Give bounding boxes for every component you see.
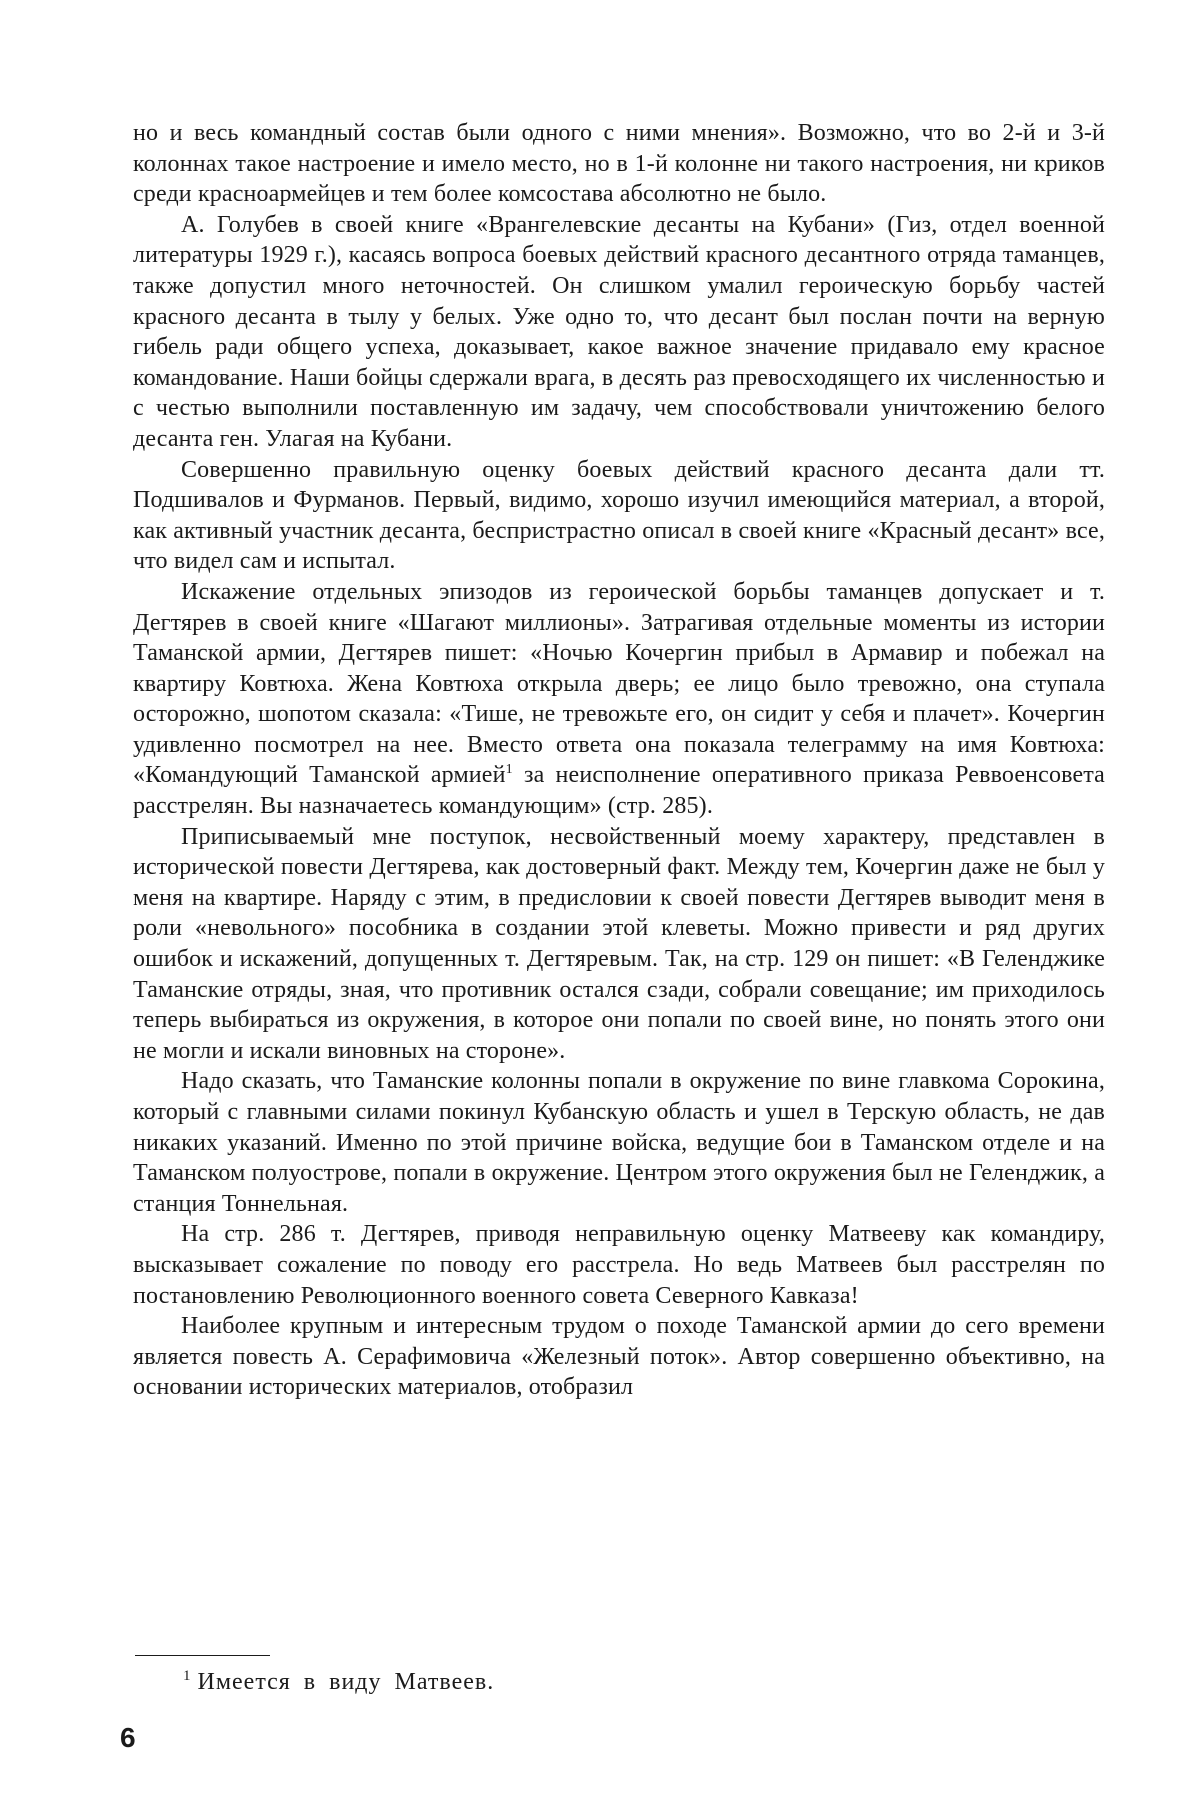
- paragraph-attributed-act: Приписываемый мне поступок, несвойственный моему характеру, представлен в исторической повести Дегтярева, как достоверный факт. Между тем, Кочергин даже не был у меня на квартире. Наряду с этим, в предисловии к своей повести Дегтярев выводит меня в роли «невольного» пособника в создании этой клеветы. Можно привести и ряд других ошибок и искажений, допущенных т. Дегтяревым. Так, на стр. 129 он пишет: «В Геленджике Таманские отряды, зная, что противник остался сзади, собрали совещание; им приходилось теперь выбираться из окружения, в которое они попали по своей вине, но понять этого они не могли и искали виновных на стороне».: [133, 823, 1105, 1064]
- paragraph-golubev: А. Голубев в своей книге «Врангелевские десанты на Кубани» (Гиз, отдел военной литературы 1929 г.), касаясь вопроса боевых действий красного десантного отряда таманцев, также допустил много неточностей. Он слишком умалил героическую борьбу частей красного десанта в тылу у белых. Уже одно то, что десант был послан почти на верную гибель ради общего успеха, доказывает, какое важное значение придавало ему красное командование. Наши бойцы сдержали врага, в десять раз превосходящего их численностью и с честью выполнили поставленную им задачу, чем способствовали уничтожению белого десанта ген. Улагая на Кубани.: [133, 211, 1105, 452]
- paragraph-encirclement: Надо сказать, что Таманские колонны попали в окружение по вине главкома Сорокина, который с главными силами покинул Кубанскую область и ушел в Терскую область, не дав никаких указаний. Именно по этой причине войска, ведущие бои в Таманском отделе и на Таманском полуострове, попали в окружение. Центром этого окружения был не Геленджик, а станция Тоннельная.: [133, 1068, 1105, 1217]
- page-number: 6: [120, 1722, 136, 1753]
- footnote: [183, 1667, 494, 1697]
- paragraph-correct-assessment: Совершенно правильную оценку боевых действий красного десанта дали тт. Подшивалов и Фурманов. Первый, видимо, хорошо изучил имеющийся материал, а второй, как активный участник десанта, беспристрастно описал в своей книге «Красный десант» все, что видел сам и испытал.: [133, 456, 1105, 575]
- paragraph-matveev: На стр. 286 т. Дегтярев, приводя неправильную оценку Матвееву как командиру, высказывает сожаление по поводу его расстрела. Но ведь Матвеев был расстрелян по постановлению Революционного военного совета Северного Кавказа!: [133, 1221, 1105, 1309]
- paragraph-degtyarev: [133, 577, 1105, 822]
- paragraph-degtyarev-part2: за неисполнение оперативного приказа Реввоенсовета расстрелян. Вы назначаетесь командующим» (стр. 285).: [133, 762, 1105, 820]
- footnote-divider: [135, 1655, 270, 1656]
- paragraph-serafimovich: Наиболее крупным и интересным трудом о походе Таманской армии до сего времени является повесть А. Серафимовича «Железный поток». Автор совершенно объективно, на основании исторических материалов, отобразил: [133, 1313, 1105, 1401]
- footnote-reference: 1: [505, 762, 513, 778]
- footnote-text: Имеется в виду Матвеев.: [197, 1669, 495, 1695]
- footnote-mark: 1: [183, 1668, 192, 1684]
- main-text: [133, 118, 1105, 1403]
- paragraph-degtyarev-part1: Искажение отдельных эпизодов из героической борьбы таманцев допускает и т. Дегтярев в своей книге «Шагают миллионы». Затрагивая отдельные моменты из истории Таманской армии, Дегтярев пишет: «Ночью Кочергин прибыл в Армавир и побежал на квартиру Ковтюха. Жена Ковтюха открыла дверь; ее лицо было тревожно, она ступала осторожно, шопотом сказала: «Тише, не тревожьте его, он сидит у себя и плачет». Кочергин удивленно посмотрел на нее. Вместо ответа она показала телеграмму на имя Ковтюха: «Командующий Таманской армией: [133, 578, 1105, 789]
- paragraph-continuation: но и весь командный состав были одного с ними мнения». Возможно, что во 2-й и 3-й колоннах такое настроение и имело место, но в 1-й колонне ни такого настроения, ни криков среди красноармейцев и тем более комсостава абсолютно не было.: [133, 120, 1105, 208]
